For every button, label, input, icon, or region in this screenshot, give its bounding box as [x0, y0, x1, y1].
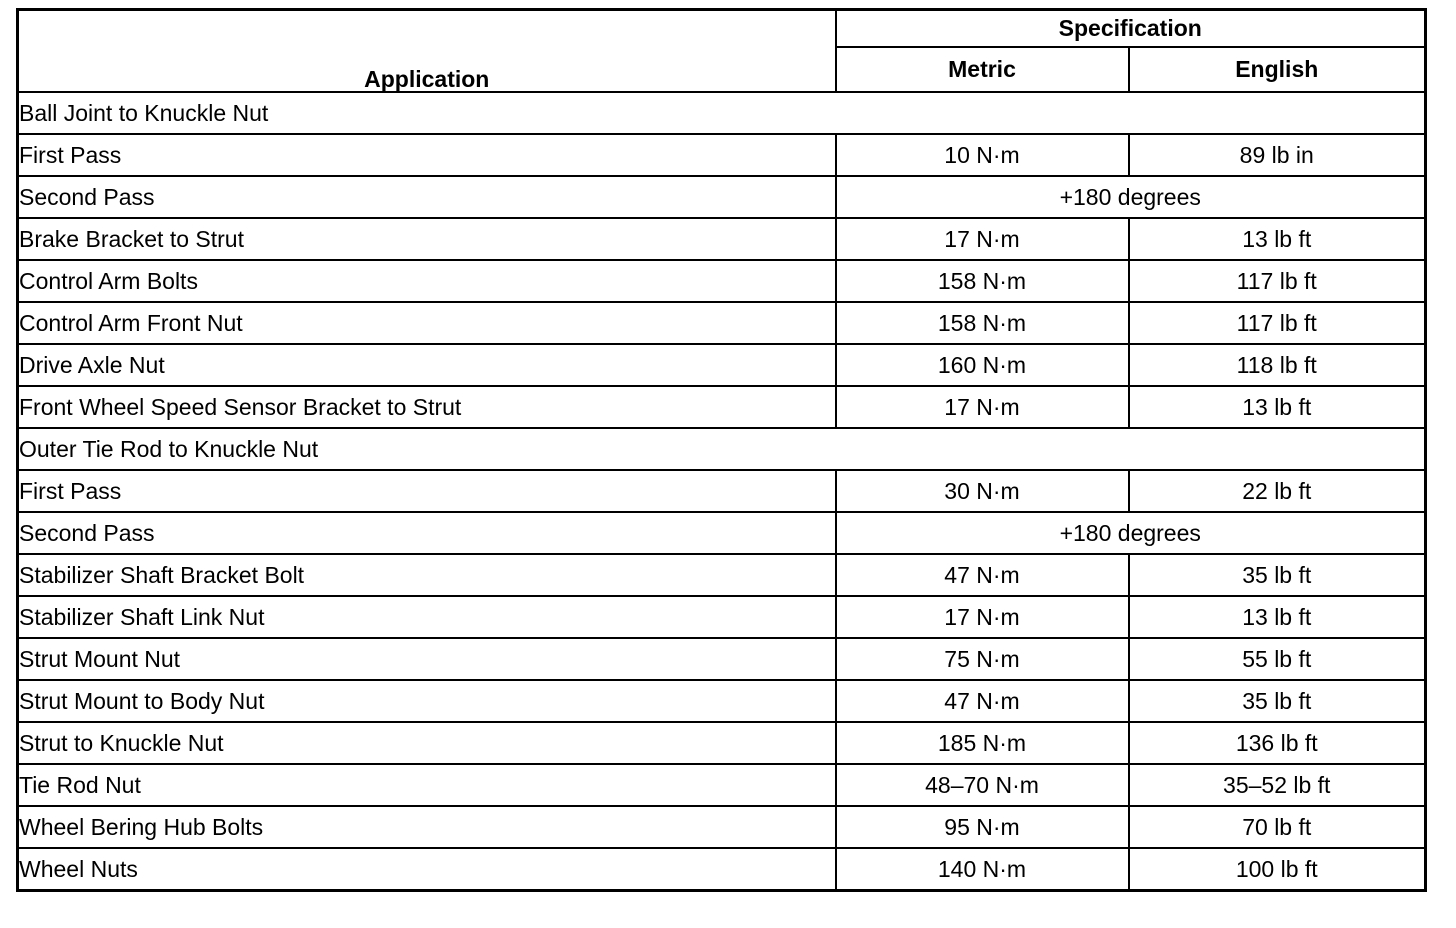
metric-cell: 47 N·m — [836, 554, 1129, 596]
metric-cell: 48–70 N·m — [836, 764, 1129, 806]
table-row — [18, 512, 1426, 554]
metric-cell: 75 N·m — [836, 638, 1129, 680]
english-cell: 35–52 lb ft — [1129, 764, 1426, 806]
application-cell: Second Pass — [18, 176, 836, 218]
table-row — [18, 638, 1426, 680]
header-row-top — [18, 10, 1426, 47]
metric-cell: 17 N·m — [836, 386, 1129, 428]
torque-spec-table — [16, 8, 1427, 892]
english-cell: 13 lb ft — [1129, 386, 1426, 428]
application-cell: Strut Mount Nut — [18, 638, 836, 680]
table-row — [18, 806, 1426, 848]
english-cell: 117 lb ft — [1129, 302, 1426, 344]
table-row — [18, 764, 1426, 806]
english-cell: 35 lb ft — [1129, 554, 1426, 596]
application-cell: Wheel Nuts — [18, 848, 836, 891]
table-row — [18, 554, 1426, 596]
metric-cell: 185 N·m — [836, 722, 1129, 764]
application-cell: Wheel Bering Hub Bolts — [18, 806, 836, 848]
application-cell: Stabilizer Shaft Link Nut — [18, 596, 836, 638]
application-column-header: Application — [18, 10, 836, 93]
english-cell: 136 lb ft — [1129, 722, 1426, 764]
metric-cell: 158 N·m — [836, 302, 1129, 344]
application-cell: Drive Axle Nut — [18, 344, 836, 386]
english-cell: 89 lb in — [1129, 134, 1426, 176]
application-cell: Strut to Knuckle Nut — [18, 722, 836, 764]
metric-cell: 95 N·m — [836, 806, 1129, 848]
application-cell: Tie Rod Nut — [18, 764, 836, 806]
application-cell: First Pass — [18, 470, 836, 512]
application-cell: First Pass — [18, 134, 836, 176]
metric-cell: 47 N·m — [836, 680, 1129, 722]
application-cell: Brake Bracket to Strut — [18, 218, 836, 260]
table-row — [18, 260, 1426, 302]
application-cell: Stabilizer Shaft Bracket Bolt — [18, 554, 836, 596]
english-cell: 35 lb ft — [1129, 680, 1426, 722]
metric-column-header: Metric — [836, 47, 1129, 92]
english-cell: 70 lb ft — [1129, 806, 1426, 848]
metric-cell: 30 N·m — [836, 470, 1129, 512]
table-row — [18, 848, 1426, 891]
english-cell: 13 lb ft — [1129, 218, 1426, 260]
table-row — [18, 386, 1426, 428]
table-row — [18, 302, 1426, 344]
metric-cell: 17 N·m — [836, 218, 1129, 260]
specification-cell: +180 degrees — [836, 512, 1426, 554]
section-label: Ball Joint to Knuckle Nut — [18, 92, 1426, 134]
metric-cell: 10 N·m — [836, 134, 1129, 176]
table-row — [18, 344, 1426, 386]
metric-cell: 140 N·m — [836, 848, 1129, 891]
table-row — [18, 680, 1426, 722]
english-cell: 13 lb ft — [1129, 596, 1426, 638]
section-label: Outer Tie Rod to Knuckle Nut — [18, 428, 1426, 470]
english-cell: 117 lb ft — [1129, 260, 1426, 302]
english-cell: 100 lb ft — [1129, 848, 1426, 891]
application-cell: Control Arm Bolts — [18, 260, 836, 302]
specification-cell: +180 degrees — [836, 176, 1426, 218]
specification-column-header: Specification — [836, 10, 1426, 47]
english-cell: 118 lb ft — [1129, 344, 1426, 386]
application-cell: Control Arm Front Nut — [18, 302, 836, 344]
english-column-header: English — [1129, 47, 1426, 92]
table-row — [18, 470, 1426, 512]
metric-cell: 17 N·m — [836, 596, 1129, 638]
english-cell: 55 lb ft — [1129, 638, 1426, 680]
table-row — [18, 218, 1426, 260]
metric-cell: 160 N·m — [836, 344, 1129, 386]
application-cell: Second Pass — [18, 512, 836, 554]
section-row — [18, 92, 1426, 134]
application-cell: Front Wheel Speed Sensor Bracket to Strut — [18, 386, 836, 428]
metric-cell: 158 N·m — [836, 260, 1129, 302]
english-cell: 22 lb ft — [1129, 470, 1426, 512]
table-row — [18, 596, 1426, 638]
table-header — [18, 10, 1426, 93]
table-body — [18, 92, 1426, 891]
section-row — [18, 428, 1426, 470]
table-row — [18, 722, 1426, 764]
table-row — [18, 176, 1426, 218]
table-row — [18, 134, 1426, 176]
application-cell: Strut Mount to Body Nut — [18, 680, 836, 722]
